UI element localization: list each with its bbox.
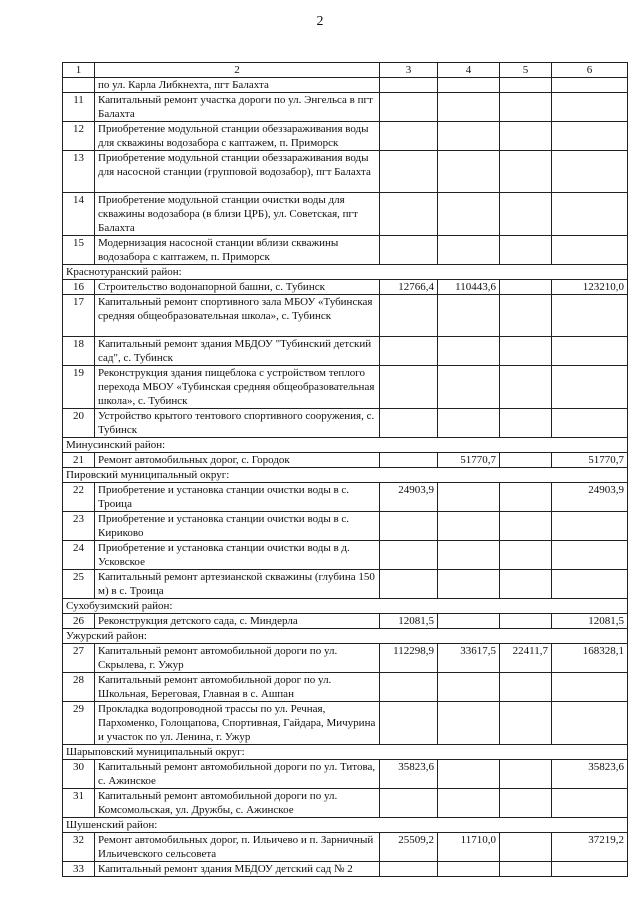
value-col-3 <box>380 702 438 745</box>
value-col-5 <box>500 789 552 818</box>
table-row <box>63 93 628 122</box>
value-col-3 <box>380 366 438 409</box>
header-col-1: 1 <box>63 63 95 78</box>
header-col-2: 2 <box>95 63 380 78</box>
value-col-4 <box>438 541 500 570</box>
row-number: 16 <box>63 280 95 295</box>
value-col-6 <box>552 702 628 745</box>
value-col-3 <box>380 541 438 570</box>
project-name: Приобретение и установка станции очистки воды в с. Кириково <box>95 512 380 541</box>
value-col-5 <box>500 409 552 438</box>
projects-table <box>62 62 628 877</box>
header-col-4: 4 <box>438 63 500 78</box>
value-col-5 <box>500 236 552 265</box>
value-col-5: 22411,7 <box>500 644 552 673</box>
row-number: 17 <box>63 295 95 337</box>
table-row <box>63 760 628 789</box>
table-row <box>63 862 628 877</box>
row-number: 26 <box>63 614 95 629</box>
row-number: 15 <box>63 236 95 265</box>
row-number: 19 <box>63 366 95 409</box>
project-name: Модернизация насосной станции вблизи скважины водозабора с каптажем, п. Приморск <box>95 236 380 265</box>
value-col-5 <box>500 78 552 93</box>
value-col-6: 123210,0 <box>552 280 628 295</box>
value-col-3 <box>380 409 438 438</box>
value-col-4 <box>438 78 500 93</box>
value-col-6 <box>552 193 628 236</box>
table-row <box>63 236 628 265</box>
value-col-4 <box>438 151 500 193</box>
project-name: Приобретение и установка станции очистки воды в с. Троица <box>95 483 380 512</box>
district-row <box>63 438 628 453</box>
table-row <box>63 337 628 366</box>
value-col-4 <box>438 862 500 877</box>
row-number: 32 <box>63 833 95 862</box>
project-name: Реконструкция здания пищеблока с устройством теплого перехода МБОУ «Тубинская средняя общеобразовательная школа», с. Тубинск <box>95 366 380 409</box>
table-row <box>63 570 628 599</box>
row-number: 25 <box>63 570 95 599</box>
value-col-5 <box>500 280 552 295</box>
value-col-3: 12081,5 <box>380 614 438 629</box>
value-col-4 <box>438 93 500 122</box>
district-name: Краснотуранский район: <box>63 265 628 280</box>
value-col-6 <box>552 337 628 366</box>
value-col-6 <box>552 295 628 337</box>
row-number: 23 <box>63 512 95 541</box>
row-number: 18 <box>63 337 95 366</box>
table-row <box>63 151 628 193</box>
table-row <box>63 453 628 468</box>
value-col-4 <box>438 366 500 409</box>
row-number: 29 <box>63 702 95 745</box>
value-col-4 <box>438 122 500 151</box>
table-row <box>63 833 628 862</box>
value-col-5 <box>500 614 552 629</box>
value-col-4 <box>438 760 500 789</box>
value-col-4: 110443,6 <box>438 280 500 295</box>
table-row <box>63 280 628 295</box>
value-col-4 <box>438 512 500 541</box>
value-col-3 <box>380 789 438 818</box>
value-col-4 <box>438 702 500 745</box>
project-name: Реконструкция детского сада, с. Миндерла <box>95 614 380 629</box>
value-col-4 <box>438 483 500 512</box>
value-col-3 <box>380 337 438 366</box>
project-name: Ремонт автомобильных дорог, п. Ильичево и п. Зарничный Ильичевского сельсовета <box>95 833 380 862</box>
row-number: 33 <box>63 862 95 877</box>
header-col-3: 3 <box>380 63 438 78</box>
table-row <box>63 789 628 818</box>
row-number: 27 <box>63 644 95 673</box>
district-name: Пировский муниципальный округ: <box>63 468 628 483</box>
value-col-5 <box>500 337 552 366</box>
row-number: 24 <box>63 541 95 570</box>
project-name: по ул. Карла Либкнехта, пгт Балахта <box>95 78 380 93</box>
table-row <box>63 614 628 629</box>
value-col-3: 24903,9 <box>380 483 438 512</box>
project-name: Капитальный ремонт спортивного зала МБОУ «Тубинская средняя общеобразовательная школа», с. Тубинск <box>95 295 380 337</box>
project-name: Прокладка водопроводной трассы по ул. Речная, Пархоменко, Голощапова, Спортивная, Гайдара, Мичурина и участок по ул. Ленина, г. Ужур <box>95 702 380 745</box>
value-col-3 <box>380 295 438 337</box>
page-number: 2 <box>316 14 324 29</box>
value-col-3: 25509,2 <box>380 833 438 862</box>
value-col-3 <box>380 673 438 702</box>
value-col-6: 37219,2 <box>552 833 628 862</box>
value-col-5 <box>500 453 552 468</box>
district-name: Минусинский район: <box>63 438 628 453</box>
row-number: 22 <box>63 483 95 512</box>
value-col-3 <box>380 862 438 877</box>
value-col-4: 33617,5 <box>438 644 500 673</box>
header-col-5: 5 <box>500 63 552 78</box>
value-col-5 <box>500 512 552 541</box>
value-col-6 <box>552 789 628 818</box>
table-row <box>63 512 628 541</box>
value-col-5 <box>500 151 552 193</box>
value-col-4 <box>438 337 500 366</box>
value-col-6 <box>552 122 628 151</box>
value-col-5 <box>500 93 552 122</box>
value-col-3 <box>380 453 438 468</box>
table-row <box>63 78 628 93</box>
value-col-3 <box>380 151 438 193</box>
table-row <box>63 644 628 673</box>
value-col-3 <box>380 122 438 151</box>
value-col-4 <box>438 673 500 702</box>
value-col-3: 35823,6 <box>380 760 438 789</box>
project-name: Устройство крытого тентового спортивного сооружения, с. Тубинск <box>95 409 380 438</box>
value-col-6 <box>552 366 628 409</box>
project-name: Приобретение модульной станции обеззараживания воды для скважины водозабора с каптажем, п. Приморск <box>95 122 380 151</box>
row-number: 30 <box>63 760 95 789</box>
value-col-6: 35823,6 <box>552 760 628 789</box>
value-col-3: 112298,9 <box>380 644 438 673</box>
table-row <box>63 366 628 409</box>
project-name: Капитальный ремонт участка дороги по ул. Энгельса в пгт Балахта <box>95 93 380 122</box>
value-col-3: 12766,4 <box>380 280 438 295</box>
table-row <box>63 295 628 337</box>
project-name: Приобретение модульной станции очистки воды для скважины водозабора (в близи ЦРБ), ул. Советская, пгт Балахта <box>95 193 380 236</box>
value-col-6 <box>552 93 628 122</box>
project-name: Приобретение и установка станции очистки воды в д. Усковское <box>95 541 380 570</box>
project-name: Капитальный ремонт автомобильной дороги по ул. Комсомольская, ул. Дружбы, с. Ажинское <box>95 789 380 818</box>
table-row <box>63 673 628 702</box>
value-col-3 <box>380 512 438 541</box>
district-row <box>63 468 628 483</box>
row-number: 21 <box>63 453 95 468</box>
project-name: Капитальный ремонт автомобильной дороги по ул. Титова, с. Ажинское <box>95 760 380 789</box>
value-col-5 <box>500 833 552 862</box>
value-col-6: 12081,5 <box>552 614 628 629</box>
value-col-5 <box>500 366 552 409</box>
value-col-5 <box>500 483 552 512</box>
value-col-4 <box>438 295 500 337</box>
value-col-6: 51770,7 <box>552 453 628 468</box>
district-row <box>63 818 628 833</box>
value-col-6 <box>552 862 628 877</box>
project-name: Приобретение модульной станции обеззараживания воды для насосной станции (групповой водозабор), пгт Балахта <box>95 151 380 193</box>
row-number: 11 <box>63 93 95 122</box>
value-col-3 <box>380 236 438 265</box>
table-row <box>63 541 628 570</box>
district-row <box>63 599 628 614</box>
project-name: Капитальный ремонт здания МБДОУ "Тубинский детский сад", с. Тубинск <box>95 337 380 366</box>
value-col-6 <box>552 541 628 570</box>
value-col-4: 11710,0 <box>438 833 500 862</box>
value-col-5 <box>500 193 552 236</box>
value-col-4 <box>438 236 500 265</box>
district-row <box>63 745 628 760</box>
district-name: Шушенский район: <box>63 818 628 833</box>
value-col-6 <box>552 236 628 265</box>
row-number: 20 <box>63 409 95 438</box>
header-col-6: 6 <box>552 63 628 78</box>
value-col-5 <box>500 862 552 877</box>
row-number: 28 <box>63 673 95 702</box>
value-col-5 <box>500 570 552 599</box>
value-col-6 <box>552 78 628 93</box>
table-row <box>63 193 628 236</box>
row-number: 13 <box>63 151 95 193</box>
value-col-3 <box>380 570 438 599</box>
row-number <box>63 78 95 93</box>
row-number: 12 <box>63 122 95 151</box>
value-col-3 <box>380 193 438 236</box>
project-name: Капитальный ремонт автомобильной дорог по ул. Школьная, Береговая, Главная в с. Ашпан <box>95 673 380 702</box>
district-name: Сухобузимский район: <box>63 599 628 614</box>
table-row <box>63 122 628 151</box>
value-col-4 <box>438 570 500 599</box>
value-col-6 <box>552 673 628 702</box>
value-col-6 <box>552 512 628 541</box>
value-col-5 <box>500 702 552 745</box>
value-col-3 <box>380 93 438 122</box>
table-row <box>63 702 628 745</box>
project-name: Капитальный ремонт артезианской скважины (глубина 150 м) в с. Троица <box>95 570 380 599</box>
value-col-6: 24903,9 <box>552 483 628 512</box>
value-col-6 <box>552 570 628 599</box>
district-name: Шарыповский муниципальный округ: <box>63 745 628 760</box>
project-name: Капитальный ремонт автомобильной дороги по ул. Скрылева, г. Ужур <box>95 644 380 673</box>
value-col-4 <box>438 614 500 629</box>
row-number: 31 <box>63 789 95 818</box>
district-row <box>63 265 628 280</box>
value-col-5 <box>500 122 552 151</box>
value-col-4 <box>438 409 500 438</box>
value-col-5 <box>500 673 552 702</box>
table-row <box>63 409 628 438</box>
header-row <box>63 63 628 78</box>
value-col-4 <box>438 193 500 236</box>
project-name: Ремонт автомобильных дорог, с. Городок <box>95 453 380 468</box>
value-col-4: 51770,7 <box>438 453 500 468</box>
row-number: 14 <box>63 193 95 236</box>
table-row <box>63 483 628 512</box>
value-col-5 <box>500 760 552 789</box>
project-name: Строительство водонапорной башни, с. Тубинск <box>95 280 380 295</box>
value-col-5 <box>500 295 552 337</box>
value-col-6 <box>552 409 628 438</box>
value-col-6 <box>552 151 628 193</box>
project-name: Капитальный ремонт здания МБДОУ детский сад № 2 <box>95 862 380 877</box>
value-col-4 <box>438 789 500 818</box>
value-col-3 <box>380 78 438 93</box>
value-col-5 <box>500 541 552 570</box>
district-row <box>63 629 628 644</box>
value-col-6: 168328,1 <box>552 644 628 673</box>
district-name: Ужурский район: <box>63 629 628 644</box>
